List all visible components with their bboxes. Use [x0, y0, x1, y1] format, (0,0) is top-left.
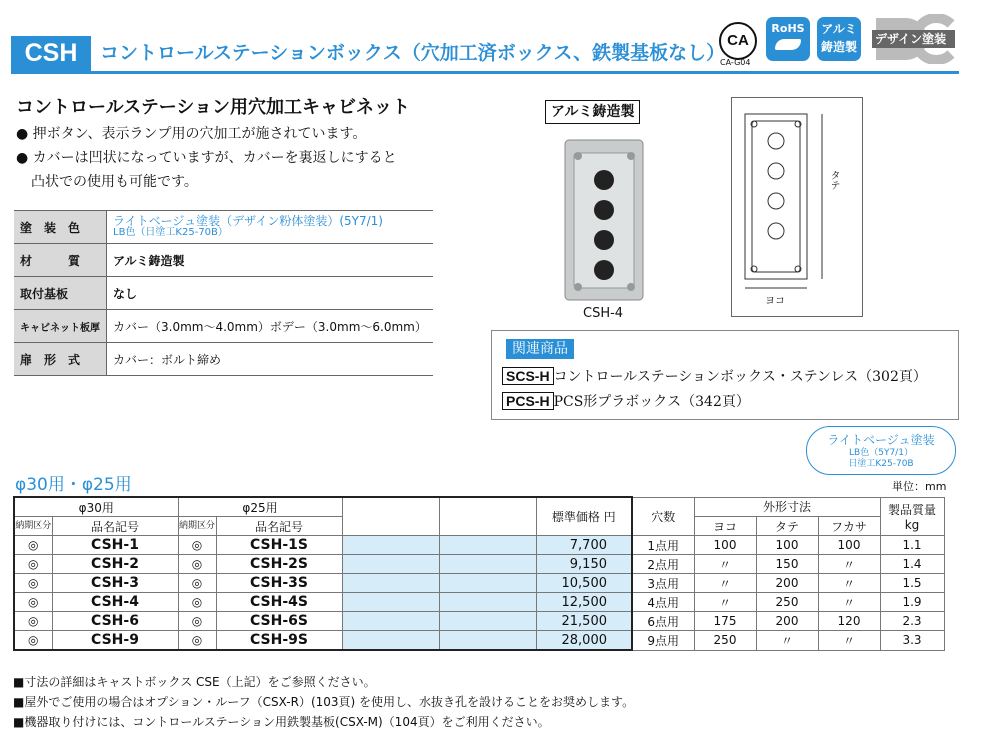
part-code-25: CSH-9S [216, 631, 342, 651]
blank-cell [342, 574, 439, 593]
fukasa-cell: 100 [818, 536, 880, 555]
price-cell: 21,500 [536, 612, 632, 631]
spec-row [14, 244, 433, 277]
delivery-mark: ◎ [14, 631, 52, 651]
header-holes: 穴数 [632, 497, 694, 536]
spec-key: 材 質 [14, 244, 107, 277]
delivery-mark: ◎ [178, 593, 216, 612]
table-row [14, 574, 944, 593]
delivery-mark: ◎ [178, 574, 216, 593]
related-products-box [491, 330, 959, 420]
spec-row [14, 277, 433, 310]
yoko-cell: 〃 [694, 555, 756, 574]
related-text: コントロールステーションボックス・ステンレス（302頁） [553, 369, 927, 385]
bullet-1: ● 押ボタン、表示ランプ用の穴加工が施されています。 [16, 126, 367, 142]
fukasa-cell: 〃 [818, 574, 880, 593]
ca-mark-label: CA [727, 32, 749, 49]
blank-cell [439, 536, 536, 555]
part-code-25: CSH-2S [216, 555, 342, 574]
spec-value: カバー（3.0mm〜4.0mm）ボデー（3.0mm〜6.0mm） [107, 310, 434, 343]
blank-cell [439, 555, 536, 574]
color-badge-title: ライトベージュ塗装 [827, 433, 935, 447]
yoko-cell: 100 [694, 536, 756, 555]
header-hinban: 品名記号 [52, 517, 178, 536]
rohs-badge [766, 17, 810, 61]
holes-cell: 4点用 [632, 593, 694, 612]
ca-code: CA-G04 [720, 58, 751, 67]
table-row [14, 536, 944, 555]
product-photo [560, 125, 650, 305]
table-row [14, 593, 944, 612]
header-phi30: φ30用 [14, 497, 178, 517]
header-blank [439, 497, 536, 536]
part-code-30: CSH-3 [52, 574, 178, 593]
mass-cell: 1.5 [880, 574, 944, 593]
related-title: 関連商品 [506, 339, 574, 359]
blank-cell [439, 593, 536, 612]
blank-cell [342, 631, 439, 651]
photo-caption: CSH-4 [583, 306, 624, 321]
part-code-25: CSH-1S [216, 536, 342, 555]
spec-row [14, 343, 433, 376]
delivery-mark: ◎ [178, 536, 216, 555]
holes-cell: 3点用 [632, 574, 694, 593]
color-badge-sub2: 日塗工K25-70B [848, 459, 914, 469]
related-item[interactable] [502, 366, 927, 387]
delivery-mark: ◎ [14, 555, 52, 574]
mass-cell: 1.9 [880, 593, 944, 612]
header-kubun: 納期区分 [14, 517, 52, 536]
tate-cell: 〃 [756, 631, 818, 651]
header-yoko: ヨコ [694, 517, 756, 536]
spec-table [14, 210, 433, 376]
header-mass-label: 製品質量 [887, 502, 936, 517]
spec-color-sub: LB色（日塗工K25-70B） [113, 227, 228, 238]
dim-yoko-label: ヨコ [765, 296, 785, 307]
color-badge-sub1: LB色（5Y7/1） [849, 448, 913, 458]
price-cell: 10,500 [536, 574, 632, 593]
related-code: PCS-H [502, 392, 554, 410]
tate-cell: 200 [756, 574, 818, 593]
header-tate: タテ [756, 517, 818, 536]
spec-color-value: ライトベージュ塗装（デザイン粉体塗装）(5Y7/1) [113, 214, 383, 228]
part-code-25: CSH-4S [216, 593, 342, 612]
color-badge [806, 426, 956, 475]
dim-tate-label: タテ [828, 170, 839, 190]
blank-cell [342, 612, 439, 631]
part-code-30: CSH-9 [52, 631, 178, 651]
spec-row [14, 211, 433, 244]
spec-key: 塗 装 色 [14, 211, 107, 244]
header-kubun: 納期区分 [178, 517, 216, 536]
blank-cell [342, 555, 439, 574]
header-dims: 外形寸法 [694, 497, 880, 517]
delivery-mark: ◎ [178, 612, 216, 631]
related-code: SCS-H [502, 367, 554, 385]
spec-key: キャビネット板厚 [14, 310, 107, 343]
header-hinban: 品名記号 [216, 517, 342, 536]
blank-cell [439, 631, 536, 651]
product-table [13, 496, 945, 651]
fukasa-cell: 〃 [818, 555, 880, 574]
part-code-30: CSH-6 [52, 612, 178, 631]
footnote: ■機器取り付けには、コントロールステーション用鉄製基板(CSX-M)（104頁）をご利用ください。 [13, 715, 550, 729]
header-price: 標準価格 円 [536, 497, 632, 536]
table-row [14, 631, 944, 651]
mass-cell: 2.3 [880, 612, 944, 631]
mass-cell: 1.1 [880, 536, 944, 555]
delivery-mark: ◎ [178, 555, 216, 574]
header-blank [342, 497, 439, 536]
fukasa-cell: 〃 [818, 593, 880, 612]
spec-value [107, 211, 434, 244]
blank-cell [342, 536, 439, 555]
holes-cell: 1点用 [632, 536, 694, 555]
related-item[interactable] [502, 391, 750, 412]
blank-cell [439, 574, 536, 593]
design-coat-badge [872, 14, 955, 64]
page-title: コントロールステーションボックス（穴加工済ボックス、鉄製基板なし） [100, 42, 726, 64]
related-text: PCS形プラボックス（342頁） [553, 394, 750, 410]
price-cell: 12,500 [536, 593, 632, 612]
section-heading: コントロールステーション用穴加工キャビネット [16, 97, 411, 118]
price-cell: 7,700 [536, 536, 632, 555]
rohs-label: RoHS [771, 22, 805, 35]
ca-mark-icon [719, 22, 757, 60]
photo-label: アルミ鋳造製 [545, 100, 640, 124]
fukasa-cell: 120 [818, 612, 880, 631]
price-cell: 9,150 [536, 555, 632, 574]
spec-value: アルミ鋳造製 [107, 244, 434, 277]
bullet-1-text: 押ボタン、表示ランプ用の穴加工が施されています。 [32, 126, 367, 142]
blank-cell [439, 612, 536, 631]
table-header-row [14, 497, 944, 517]
header-fukasa: フカサ [818, 517, 880, 536]
spec-row [14, 310, 433, 343]
tate-cell: 150 [756, 555, 818, 574]
yoko-cell: 〃 [694, 593, 756, 612]
series-code-badge: CSH [11, 36, 91, 71]
spec-key: 取付基板 [14, 277, 107, 310]
blank-cell [342, 593, 439, 612]
size-title: φ30用・φ25用 [15, 475, 132, 495]
delivery-mark: ◎ [14, 593, 52, 612]
footnote: ■屋外でご使用の場合はオプション・ルーフ（CSX-R）(103頁) を使用し、水抜き孔を設けることをお奨めします。 [13, 695, 635, 709]
delivery-mark: ◎ [14, 612, 52, 631]
part-code-30: CSH-4 [52, 593, 178, 612]
header-phi25: φ25用 [178, 497, 342, 517]
delivery-mark: ◎ [14, 574, 52, 593]
part-code-30: CSH-1 [52, 536, 178, 555]
part-code-25: CSH-3S [216, 574, 342, 593]
footnote: ■寸法の詳細はキャストボックス CSE（上記）をご参照ください。 [13, 675, 376, 689]
tate-cell: 200 [756, 612, 818, 631]
spec-key: 扉 形 式 [14, 343, 107, 376]
yoko-cell: 〃 [694, 574, 756, 593]
header-mass-unit: kg [904, 517, 920, 532]
leaf-icon [775, 39, 801, 50]
header-rule [11, 71, 959, 74]
yoko-cell: 250 [694, 631, 756, 651]
fukasa-cell: 〃 [818, 631, 880, 651]
tate-cell: 100 [756, 536, 818, 555]
mass-cell: 3.3 [880, 631, 944, 651]
table-row [14, 555, 944, 574]
design-coat-label: デザイン塗装 [875, 32, 947, 46]
delivery-mark: ◎ [14, 536, 52, 555]
aluminum-badge: アルミ鋳造製 [817, 17, 861, 61]
part-code-30: CSH-2 [52, 555, 178, 574]
holes-cell: 6点用 [632, 612, 694, 631]
part-code-25: CSH-6S [216, 612, 342, 631]
dimension-drawing [731, 97, 863, 317]
yoko-cell: 175 [694, 612, 756, 631]
spec-value: なし [107, 277, 434, 310]
bullet-2-text: カバーは凹状になっていますが、カバーを裏返しにすると [32, 150, 397, 166]
bullet-2-cont: 凸状での使用も可能です。 [31, 174, 198, 190]
bullet-2: ● カバーは凹状になっていますが、カバーを裏返しにすると [16, 150, 397, 166]
table-row [14, 612, 944, 631]
spec-value: カバー：ボルト締め [107, 343, 434, 376]
unit-label: 単位：mm [892, 480, 947, 493]
holes-cell: 9点用 [632, 631, 694, 651]
price-cell: 28,000 [536, 631, 632, 651]
delivery-mark: ◎ [178, 631, 216, 651]
mass-cell: 1.4 [880, 555, 944, 574]
holes-cell: 2点用 [632, 555, 694, 574]
header-mass [880, 497, 944, 536]
tate-cell: 250 [756, 593, 818, 612]
